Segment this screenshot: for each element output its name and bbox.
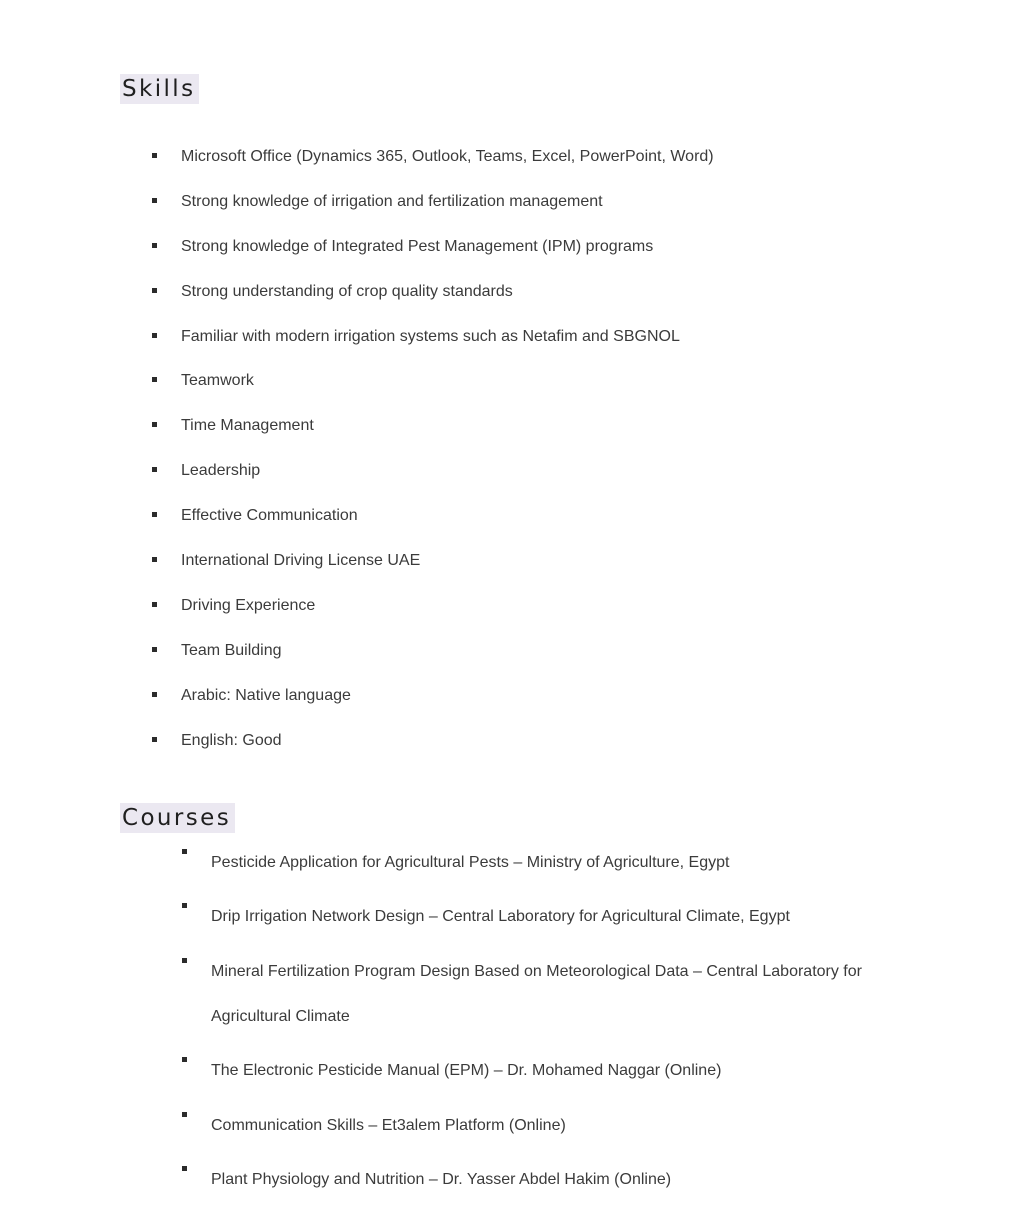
skills-list [150, 144, 990, 772]
square-bullet-icon [152, 288, 157, 293]
skill-text: Teamwork [181, 372, 254, 390]
skill-item [150, 683, 990, 728]
square-bullet-icon [152, 243, 157, 248]
skill-item [150, 189, 990, 234]
skill-text: English: Good [181, 731, 282, 749]
course-text: Communication Skills – Et3alem Platform (Online) [211, 1116, 566, 1134]
square-bullet-icon [152, 512, 157, 517]
square-bullet-icon [152, 557, 157, 562]
square-bullet-icon [182, 1112, 187, 1117]
skill-item [150, 638, 990, 683]
skill-text: Effective Communication [181, 507, 358, 525]
square-bullet-icon [152, 647, 157, 652]
square-bullet-icon [152, 198, 157, 203]
skill-item [150, 593, 990, 638]
skill-text: Team Building [181, 641, 282, 659]
course-text: Plant Physiology and Nutrition – Dr. Yasser Abdel Hakim (Online) [211, 1171, 672, 1188]
skill-text: Strong knowledge of irrigation and fertilization management [181, 192, 603, 210]
course-text: Pesticide Application for Agricultural Pests – Ministry of Agriculture, Egypt [211, 853, 730, 871]
square-bullet-icon [152, 467, 157, 472]
skill-item [150, 728, 990, 773]
square-bullet-icon [152, 737, 157, 742]
course-text: Drip Irrigation Network Design – Central Laboratory for Agricultural Climate, Egypt [211, 908, 790, 925]
square-bullet-icon [152, 333, 157, 338]
course-item [180, 1048, 920, 1093]
square-bullet-icon [152, 602, 157, 607]
skill-text: International Driving License UAE [181, 552, 421, 570]
skills-heading: Skills [120, 74, 199, 104]
course-text: Mineral Fertilization Program Design Based on Meteorological Data – Central Laboratory for Agricultural Climate [211, 962, 862, 1025]
skill-text: Leadership [181, 462, 261, 480]
skill-item [150, 503, 990, 548]
skill-item [150, 144, 990, 189]
courses-heading: Courses [120, 803, 235, 833]
course-item [180, 1103, 920, 1148]
square-bullet-icon [182, 1166, 187, 1171]
course-item [180, 840, 920, 885]
skill-item [150, 279, 990, 324]
skill-item [150, 458, 990, 503]
skill-item [150, 413, 990, 458]
square-bullet-icon [182, 849, 187, 854]
square-bullet-icon [152, 422, 157, 427]
square-bullet-icon [152, 153, 157, 158]
course-item [180, 1157, 920, 1202]
square-bullet-icon [152, 377, 157, 382]
course-item [180, 949, 920, 1039]
square-bullet-icon [182, 958, 187, 963]
skill-text: Familiar with modern irrigation systems such as Netafim and SBGNOL [181, 327, 680, 345]
skill-text: Time Management [181, 417, 314, 435]
courses-list [180, 849, 920, 1212]
square-bullet-icon [182, 1057, 187, 1062]
skill-text: Microsoft Office (Dynamics 365, Outlook, Teams, Excel, PowerPoint, Word) [181, 148, 714, 165]
square-bullet-icon [152, 692, 157, 697]
square-bullet-icon [182, 903, 187, 908]
skill-item [150, 368, 990, 413]
skill-text: Driving Experience [181, 596, 316, 614]
skill-text: Strong understanding of crop quality standards [181, 282, 513, 300]
skill-item [150, 324, 990, 369]
course-text: The Electronic Pesticide Manual (EPM) – Dr. Mohamed Naggar (Online) [211, 1062, 722, 1079]
course-item [180, 894, 920, 939]
skill-text: Arabic: Native language [181, 686, 351, 704]
skill-item [150, 548, 990, 593]
skill-item [150, 234, 990, 279]
skill-text: Strong knowledge of Integrated Pest Management (IPM) programs [181, 237, 654, 255]
